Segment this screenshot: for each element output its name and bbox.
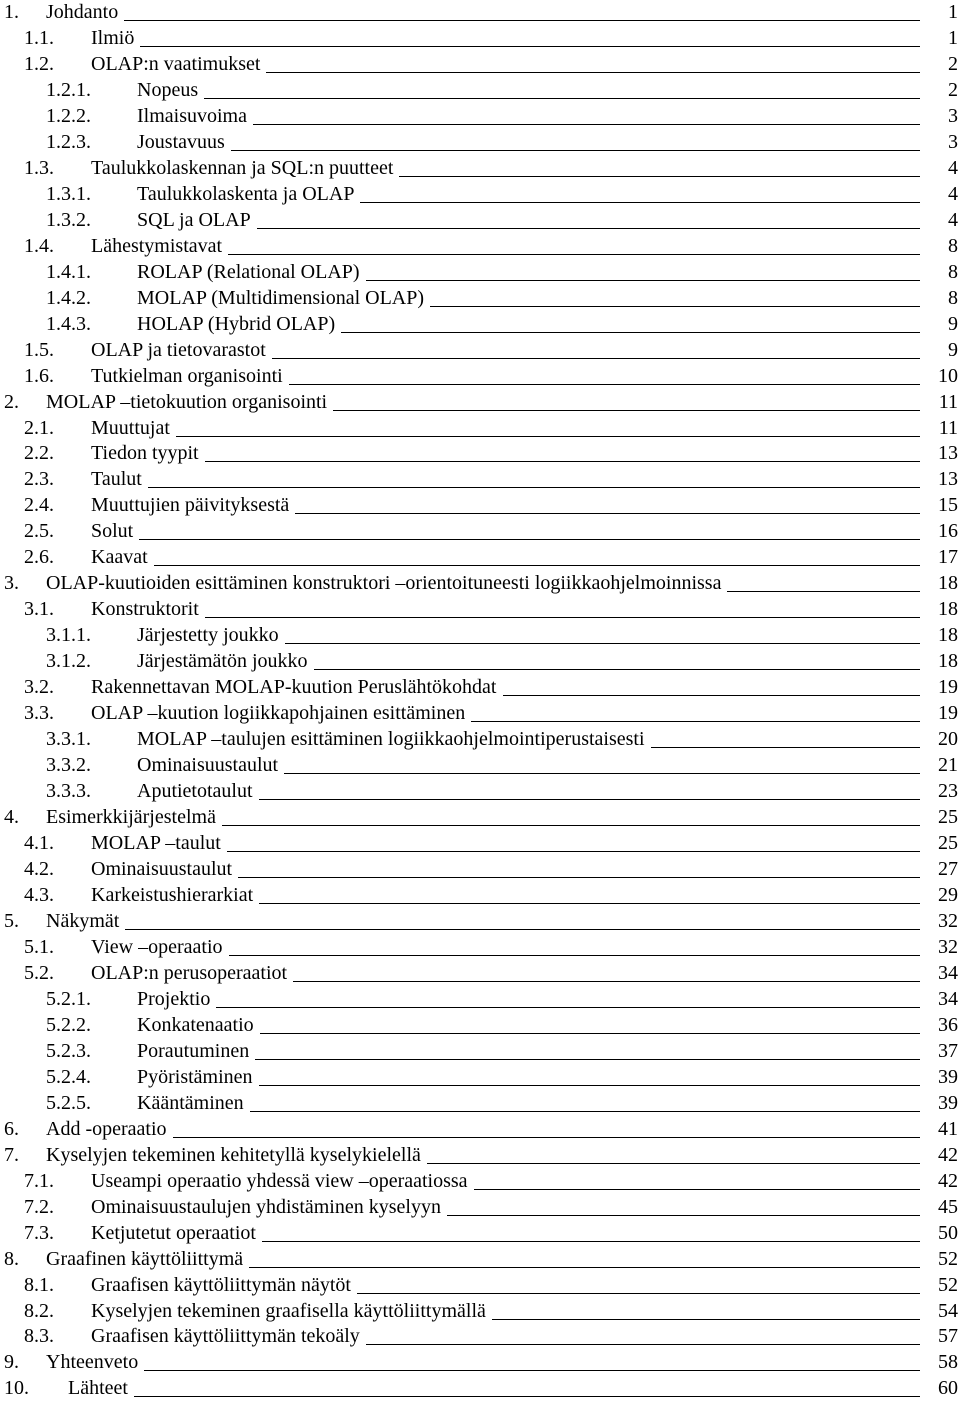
toc-entry-number: 3. — [4, 572, 19, 595]
toc-leader-line — [238, 877, 920, 878]
toc-entry-title: Ominaisuustaulujen yhdistäminen kyselyyn — [91, 1195, 441, 1218]
toc-entry[interactable] — [0, 805, 960, 831]
toc-entry-title: Kaavat — [91, 546, 148, 569]
toc-entry-number: 1.2. — [24, 52, 54, 75]
toc-entry[interactable] — [0, 727, 960, 753]
toc-entry-number: 6. — [4, 1117, 19, 1140]
toc-entry-title: Lähteet — [68, 1377, 128, 1400]
toc-entry-number: 4.3. — [24, 883, 54, 906]
toc-entry-title: Järjestetty joukko — [137, 624, 279, 647]
toc-entry-page: 52 — [934, 1273, 958, 1297]
toc-entry[interactable] — [0, 1221, 960, 1247]
toc-entry-number: 1.5. — [24, 338, 54, 361]
toc-entry-title: Joustavuus — [137, 130, 225, 153]
toc-leader-line — [259, 799, 920, 800]
toc-leader-line — [260, 1033, 920, 1034]
toc-entry-title: Tutkielman organisointi — [91, 364, 283, 387]
toc-entry-page: 1 — [944, 0, 958, 24]
toc-leader-line — [140, 46, 920, 47]
toc-entry-number: 5.2.4. — [46, 1065, 91, 1088]
toc-entry-title: Aputietotaulut — [137, 780, 253, 803]
toc-entry-page: 37 — [934, 1039, 958, 1063]
toc-entry[interactable] — [0, 1299, 960, 1325]
toc-entry-page: 20 — [934, 727, 958, 751]
toc-entry-page: 13 — [934, 441, 958, 465]
toc-entry-page: 1 — [944, 26, 958, 50]
toc-entry-title: Muuttujat — [91, 416, 170, 439]
toc-entry[interactable] — [0, 831, 960, 857]
toc-entry-number: 7.2. — [24, 1195, 54, 1218]
toc-leader-line — [314, 669, 920, 670]
toc-entry-page: 39 — [934, 1065, 958, 1089]
toc-entry-number: 3.3. — [24, 702, 54, 725]
toc-entry-page: 3 — [944, 104, 958, 128]
toc-entry-page: 34 — [934, 987, 958, 1011]
toc-leader-line — [139, 539, 920, 540]
toc-entry-page: 18 — [934, 571, 958, 595]
toc-entry-page: 58 — [934, 1350, 958, 1374]
toc-entry-page: 25 — [934, 805, 958, 829]
toc-leader-line — [231, 150, 920, 151]
toc-entry-title: SQL ja OLAP — [137, 208, 251, 231]
toc-entry-number: 2.3. — [24, 468, 54, 491]
toc-entry-number: 1.2.2. — [46, 104, 91, 127]
toc-entry-title: Taulukkolaskenta ja OLAP — [137, 182, 355, 205]
toc-entry[interactable] — [0, 208, 960, 234]
toc-entry-number: 3.2. — [24, 676, 54, 699]
toc-entry-title: Ketjutetut operaatiot — [91, 1221, 256, 1244]
toc-entry-page: 21 — [934, 753, 958, 777]
toc-leader-line — [447, 1215, 920, 1216]
toc-leader-line — [249, 1267, 920, 1268]
toc-entry[interactable] — [0, 987, 960, 1013]
toc-entry-page: 8 — [944, 286, 958, 310]
toc-entry[interactable] — [0, 753, 960, 779]
toc-leader-line — [259, 1085, 920, 1086]
toc-entry[interactable] — [0, 857, 960, 883]
toc-entry[interactable] — [0, 1350, 960, 1376]
toc-leader-line — [284, 773, 920, 774]
toc-entry-number: 4.1. — [24, 832, 54, 855]
toc-leader-line — [144, 1370, 920, 1371]
toc-entry-number: 1.6. — [24, 364, 54, 387]
toc-entry-number: 8.1. — [24, 1273, 54, 1296]
toc-entry-title: MOLAP –taulut — [91, 832, 221, 855]
toc-entry-number: 5.2.2. — [46, 1013, 91, 1036]
toc-entry-title: ROLAP (Relational OLAP) — [137, 260, 360, 283]
toc-entry[interactable] — [0, 1117, 960, 1143]
toc-entry-number: 3.1. — [24, 598, 54, 621]
toc-leader-line — [360, 202, 920, 203]
toc-entry-title: Kääntäminen — [137, 1091, 244, 1114]
toc-leader-line — [503, 695, 920, 696]
toc-entry-page: 4 — [944, 208, 958, 232]
toc-leader-line — [173, 1137, 920, 1138]
toc-leader-line — [430, 306, 920, 307]
toc-entry[interactable] — [0, 1324, 960, 1350]
toc-entry[interactable] — [0, 338, 960, 364]
toc-entry-title: Porautuminen — [137, 1039, 250, 1062]
toc-leader-line — [333, 410, 920, 411]
toc-entry[interactable] — [0, 1273, 960, 1299]
toc-leader-line — [250, 1111, 920, 1112]
toc-entry[interactable] — [0, 390, 960, 416]
toc-entry-title: MOLAP –tietokuution organisointi — [46, 390, 328, 413]
toc-leader-line — [357, 1293, 920, 1294]
toc-leader-line — [222, 825, 920, 826]
toc-entry-number: 1.3. — [24, 156, 54, 179]
toc-entry-number: 5.1. — [24, 935, 54, 958]
toc-entry[interactable] — [0, 156, 960, 182]
toc-entry[interactable] — [0, 1091, 960, 1117]
toc-entry-title: Rakennettavan MOLAP-kuution Peruslähtökohdat — [91, 676, 497, 699]
toc-entry-number: 3.3.1. — [46, 728, 91, 751]
toc-entry-title: Nopeus — [137, 78, 199, 101]
toc-entry-page: 57 — [934, 1324, 958, 1348]
toc-entry-title: Konstruktorit — [91, 598, 199, 621]
toc-entry[interactable] — [0, 286, 960, 312]
toc-entry-number: 3.1.2. — [46, 650, 91, 673]
toc-entry[interactable] — [0, 0, 960, 26]
toc-entry-page: 4 — [944, 156, 958, 180]
toc-leader-line — [205, 617, 920, 618]
toc-entry-title: Kyselyjen tekeminen kehitetyllä kyselykielellä — [46, 1143, 421, 1166]
toc-entry-title: Ilmaisuvoima — [137, 104, 247, 127]
toc-entry-number: 7. — [4, 1143, 19, 1166]
toc-leader-line — [227, 851, 920, 852]
toc-entry-number: 2.2. — [24, 442, 54, 465]
toc-entry-number: 2.4. — [24, 494, 54, 517]
toc-leader-line — [341, 332, 920, 333]
toc-entry-title: Ilmiö — [91, 26, 135, 49]
toc-leader-line — [285, 643, 920, 644]
toc-entry[interactable] — [0, 649, 960, 675]
toc-entry-page: 17 — [934, 545, 958, 569]
toc-leader-line — [124, 20, 920, 21]
toc-entry-number: 1.3.2. — [46, 208, 91, 231]
toc-leader-line — [399, 176, 920, 177]
toc-entry-title: OLAP:n perusoperaatiot — [91, 961, 288, 984]
toc-entry[interactable] — [0, 519, 960, 545]
toc-entry-page: 18 — [934, 597, 958, 621]
toc-entry-page: 8 — [944, 234, 958, 258]
toc-entry-page: 41 — [934, 1117, 958, 1141]
toc-entry-title: OLAP –kuution logiikkapohjainen esittäminen — [91, 702, 466, 725]
toc-entry[interactable] — [0, 493, 960, 519]
toc-entry-page: 16 — [934, 519, 958, 543]
toc-entry-page: 11 — [935, 416, 958, 440]
toc-entry-page: 4 — [944, 182, 958, 206]
toc-leader-line — [272, 358, 920, 359]
toc-entry[interactable] — [0, 961, 960, 987]
toc-entry-title: Ominaisuustaulut — [137, 754, 279, 777]
toc-entry-title: Graafisen käyttöliittymän näytöt — [91, 1273, 351, 1296]
toc-entry-number: 7.3. — [24, 1221, 54, 1244]
toc-entry-number: 5.2.5. — [46, 1091, 91, 1114]
toc-leader-line — [295, 513, 920, 514]
toc-leader-line — [293, 981, 920, 982]
toc-entry-page: 27 — [934, 857, 958, 881]
toc-leader-line — [492, 1319, 920, 1320]
toc-entry[interactable] — [0, 571, 960, 597]
toc-entry-title: MOLAP –taulujen esittäminen logiikkaohjelmointiperustaisesti — [137, 728, 645, 751]
toc-entry-page: 8 — [944, 260, 958, 284]
toc-leader-line — [216, 1007, 920, 1008]
toc-entry-number: 3.3.2. — [46, 754, 91, 777]
toc-entry-page: 32 — [934, 935, 958, 959]
toc-entry[interactable] — [0, 779, 960, 805]
toc-entry[interactable] — [0, 1376, 960, 1402]
toc-entry-number: 2.5. — [24, 520, 54, 543]
toc-entry-page: 19 — [934, 701, 958, 725]
toc-entry[interactable] — [0, 26, 960, 52]
toc-leader-line — [125, 929, 920, 930]
toc-entry[interactable] — [0, 623, 960, 649]
toc-entry[interactable] — [0, 364, 960, 390]
toc-entry-page: 2 — [944, 78, 958, 102]
toc-entry-page: 19 — [934, 675, 958, 699]
toc-entry-title: Lähestymistavat — [91, 234, 223, 257]
toc-entry-number: 3.1.1. — [46, 624, 91, 647]
toc-entry-title: HOLAP (Hybrid OLAP) — [137, 312, 336, 335]
toc-leader-line — [474, 1189, 920, 1190]
toc-leader-line — [259, 903, 920, 904]
toc-entry[interactable] — [0, 883, 960, 909]
toc-leader-line — [366, 280, 920, 281]
toc-entry-page: 18 — [934, 649, 958, 673]
toc-entry-title: Järjestämätön joukko — [137, 650, 308, 673]
toc-entry-page: 15 — [934, 493, 958, 517]
toc-entry[interactable] — [0, 1247, 960, 1273]
toc-leader-line — [471, 721, 920, 722]
toc-entry-title: View –operaatio — [91, 935, 223, 958]
toc-entry-page: 39 — [934, 1091, 958, 1115]
toc-entry-page: 54 — [934, 1299, 958, 1323]
toc-leader-line — [289, 384, 920, 385]
toc-entry-number: 4.2. — [24, 858, 54, 880]
toc-leader-line — [228, 254, 920, 255]
toc-entry-title: Konkatenaatio — [137, 1013, 254, 1036]
toc-entry[interactable] — [0, 260, 960, 286]
toc-entry-title: Useampi operaatio yhdessä view –operaatiossa — [91, 1169, 468, 1192]
toc-leader-line — [651, 747, 920, 748]
toc-entry[interactable] — [0, 78, 960, 104]
toc-leader-line — [262, 1241, 920, 1242]
toc-entry-number: 5. — [4, 909, 19, 932]
toc-entry[interactable] — [0, 1065, 960, 1091]
toc-entry[interactable] — [0, 52, 960, 78]
toc-entry[interactable] — [0, 1143, 960, 1169]
toc-entry-number: 7.1. — [24, 1169, 54, 1192]
toc-entry-page: 42 — [934, 1169, 958, 1193]
toc-entry-title: Johdanto — [46, 1, 119, 23]
toc-entry-page: 50 — [934, 1221, 958, 1245]
toc-entry-number: 4. — [4, 806, 19, 829]
toc-entry-title: Ominaisuustaulut — [91, 858, 233, 880]
toc-entry-page: 18 — [934, 623, 958, 647]
toc-entry[interactable] — [0, 441, 960, 467]
toc-entry-number: 5.2.1. — [46, 987, 91, 1010]
toc-leader-line — [427, 1163, 920, 1164]
toc-entry-page: 42 — [934, 1143, 958, 1167]
toc-entry-page: 25 — [934, 831, 958, 855]
toc-leader-line — [134, 1396, 920, 1397]
toc-leader-line — [229, 955, 920, 956]
toc-entry-number: 5.2.3. — [46, 1039, 91, 1062]
toc-entry[interactable] — [0, 597, 960, 623]
toc-entry-number: 9. — [4, 1351, 19, 1374]
toc-entry[interactable] — [0, 1195, 960, 1221]
toc-entry-page: 52 — [934, 1247, 958, 1271]
toc-leader-line — [204, 98, 920, 99]
toc-entry-title: Näkymät — [46, 909, 120, 932]
toc-entry-number: 8. — [4, 1247, 19, 1270]
toc-entry[interactable] — [0, 104, 960, 130]
toc-leader-line — [257, 228, 920, 229]
toc-entry-number: 8.3. — [24, 1325, 54, 1348]
toc-entry-page: 3 — [944, 130, 958, 154]
toc-entry-number: 8.2. — [24, 1299, 54, 1322]
toc-entry-title: Add -operaatio — [46, 1117, 167, 1140]
toc-entry-number: 5.2. — [24, 961, 54, 984]
toc-entry[interactable] — [0, 467, 960, 493]
toc-entry-title: OLAP-kuutioiden esittäminen konstruktori –orientoituneesti logiikkaohjelmoinnissa — [46, 572, 722, 595]
toc-entry-number: 1.4.1. — [46, 260, 91, 283]
toc-entry[interactable] — [0, 1169, 960, 1195]
toc-leader-line — [176, 436, 920, 437]
toc-entry-title: Esimerkkijärjestelmä — [46, 806, 216, 829]
toc-entry-title: Tiedon tyypit — [91, 442, 199, 465]
toc-entry-page: 9 — [944, 312, 958, 336]
toc-entry-title: Solut — [91, 520, 134, 543]
toc-entry-number: 1.3.1. — [46, 182, 91, 205]
toc-leader-line — [366, 1344, 920, 1345]
toc-entry-page: 34 — [934, 961, 958, 985]
toc-leader-line — [266, 72, 920, 73]
toc-entry-title: Graafinen käyttöliittymä — [46, 1247, 244, 1270]
toc-leader-line — [205, 461, 920, 462]
toc-entry-number: 1.2.3. — [46, 130, 91, 153]
toc-entry[interactable] — [0, 1013, 960, 1039]
toc-entry-title: OLAP:n vaatimukset — [91, 52, 261, 75]
toc-entry-title: Pyöristäminen — [137, 1065, 253, 1088]
toc-entry-page: 9 — [944, 338, 958, 362]
toc-leader-line — [154, 565, 920, 566]
toc-entry[interactable] — [0, 312, 960, 338]
toc-entry-title: Kyselyjen tekeminen graafisella käyttöliittymällä — [91, 1299, 486, 1322]
toc-entry[interactable] — [0, 234, 960, 260]
toc-entry-number: 2.6. — [24, 546, 54, 569]
toc-entry-title: MOLAP (Multidimensional OLAP) — [137, 286, 425, 309]
toc-entry-number: 1.4.3. — [46, 312, 91, 335]
toc-entry[interactable] — [0, 701, 960, 727]
toc-entry-title: Karkeistushierarkiat — [91, 883, 254, 906]
toc-entry-number: 1.4. — [24, 234, 54, 257]
toc-entry[interactable] — [0, 545, 960, 571]
toc-entry[interactable] — [0, 416, 960, 442]
toc-entry-page: 10 — [934, 364, 958, 388]
toc-entry-title: Taulukkolaskennan ja SQL:n puutteet — [91, 156, 394, 179]
toc-leader-line — [253, 124, 920, 125]
toc-entry-title: Yhteenveto — [46, 1351, 139, 1374]
toc-entry-title: OLAP ja tietovarastot — [91, 338, 266, 361]
toc-entry-number: 3.3.3. — [46, 780, 91, 803]
toc-entry-number: 1.4.2. — [46, 286, 91, 309]
toc-entry-page: 60 — [934, 1376, 958, 1400]
toc-entry-page: 13 — [934, 467, 958, 491]
toc-entry-page: 2 — [944, 52, 958, 76]
toc-entry-title: Muuttujien päivityksestä — [91, 494, 290, 517]
toc-entry-number: 1.2.1. — [46, 78, 91, 101]
toc-entry-page: 11 — [935, 390, 958, 414]
toc-entry[interactable] — [0, 182, 960, 208]
toc-entry-title: Taulut — [91, 468, 142, 491]
toc-leader-line — [255, 1059, 920, 1060]
toc-entry[interactable] — [0, 130, 960, 156]
toc-entry-number: 1.1. — [24, 26, 54, 49]
toc-entry-page: 45 — [934, 1195, 958, 1219]
toc-entry[interactable] — [0, 675, 960, 701]
toc-entry-page: 23 — [934, 779, 958, 803]
toc-entry-title: Graafisen käyttöliittymän tekoäly — [91, 1325, 360, 1348]
toc-entry-page: 36 — [934, 1013, 958, 1037]
toc-entry-number: 10. — [4, 1377, 29, 1400]
toc-entry-number: 2. — [4, 390, 19, 413]
toc-entry-page: 32 — [934, 909, 958, 933]
toc-entry-title: Projektio — [137, 987, 211, 1010]
toc-leader-line — [148, 487, 920, 488]
toc-entry[interactable] — [0, 1039, 960, 1065]
toc-leader-line — [727, 591, 920, 592]
toc-entry[interactable] — [0, 935, 960, 961]
toc-entry[interactable] — [0, 909, 960, 935]
toc-entry-page: 29 — [934, 883, 958, 907]
toc-entry-number: 2.1. — [24, 416, 54, 439]
toc-entry-number: 1. — [4, 1, 19, 23]
